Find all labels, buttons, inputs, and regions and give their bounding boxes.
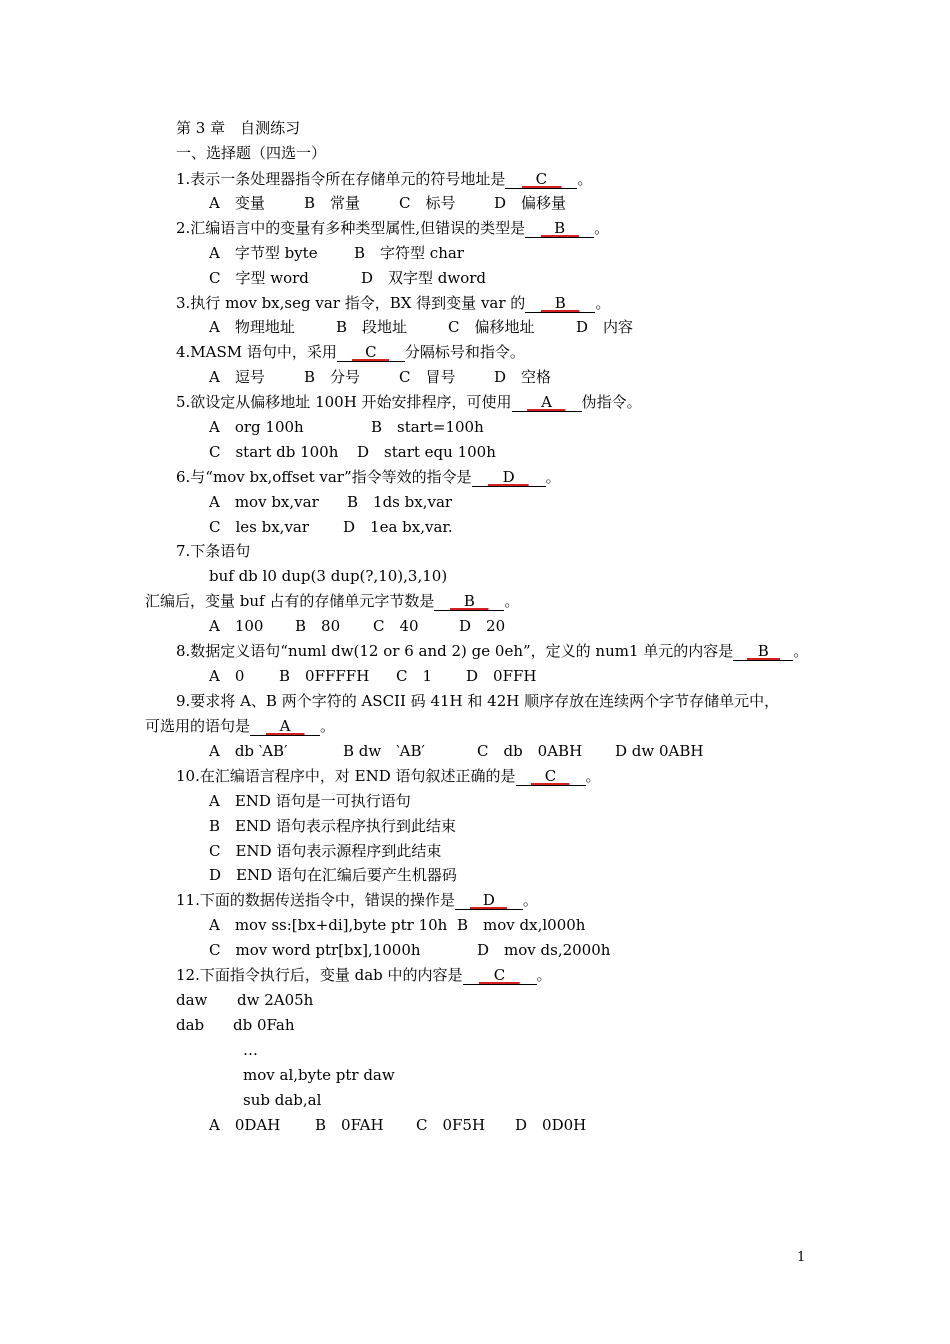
section-heading: 一、选择题（四选一） — [176, 144, 327, 162]
answer-blank: A — [250, 717, 320, 736]
option-c: C 偏移地址 — [448, 318, 535, 336]
question-7 — [176, 541, 250, 561]
answer-blank: B — [525, 294, 595, 313]
options-row — [209, 915, 585, 935]
option-c: C mov word ptr[bx],1000h — [209, 941, 421, 959]
code-line: mov al,byte ptr daw — [243, 1066, 395, 1084]
question-10 — [176, 766, 601, 786]
option-a: A 字节型 byte — [209, 244, 318, 262]
code-line — [176, 990, 313, 1010]
options-row — [209, 268, 486, 288]
question-stem: 11.下面的数据传送指令中，错误的操作是 — [176, 891, 455, 909]
answer-blank: A — [512, 393, 582, 412]
answer-blank: B — [525, 219, 594, 238]
option-d: D 空格 — [494, 368, 552, 386]
code-instruction: db 0Fah — [233, 1016, 295, 1034]
option-d: D 0FFH — [466, 667, 537, 685]
question-stem: 8.数据定义语句“numl dw(12 or 6 and 2) ge 0eh”，定义的 num1 单元的内容是 — [176, 642, 734, 660]
page-number: 1 — [797, 1250, 806, 1265]
options-row — [209, 517, 453, 537]
option-b: B 0FFFFH — [279, 667, 370, 685]
question-end: 伪指令。 — [581, 393, 642, 411]
option-b: B 0FAH — [315, 1116, 384, 1134]
option-c: C 1 — [396, 667, 433, 685]
question-stem: 1.表示一条处理器指令所在存储单元的符号地址是 — [176, 170, 506, 188]
option-d: D 0D0H — [515, 1116, 587, 1134]
question-end: 分隔标号和指令。 — [404, 343, 525, 361]
options-row — [209, 492, 452, 512]
option-a: A mov ss:[bx+di],byte ptr 10h — [209, 916, 448, 934]
option-b: B dw ‵AB′ — [343, 742, 425, 760]
answer-blank: C — [337, 343, 405, 362]
question-9-continued — [145, 716, 335, 736]
question-12 — [176, 965, 552, 985]
question-end: 。 — [594, 219, 610, 237]
option-c: C 标号 — [399, 194, 456, 212]
option-c: C 字型 word — [209, 269, 309, 287]
option-d: D 1ea bx,var. — [343, 518, 453, 536]
question-stem: 3.执行 mov bx,seg var 指令，BX 得到变量 var 的 — [176, 294, 526, 312]
question-end: 。 — [504, 592, 520, 610]
code-label: daw — [176, 991, 208, 1009]
option-d: D dw 0ABH — [615, 742, 704, 760]
question-1 — [176, 169, 592, 189]
options-row — [209, 442, 496, 462]
question-end: 。 — [522, 891, 538, 909]
option-d: D END 语句在汇编后要产生机器码 — [209, 866, 457, 884]
question-2 — [176, 218, 609, 238]
option-b: B 1ds bx,var — [347, 493, 453, 511]
option-d: D mov ds,2000h — [477, 941, 611, 959]
option-a: A mov bx,var — [209, 493, 319, 511]
question-stem: 10.在汇编语言程序中，对 END 语句叙述正确的是 — [176, 767, 516, 785]
question-end: 。 — [545, 468, 561, 486]
question-stem: 4.MASM 语句中，采用 — [176, 343, 337, 361]
options-row — [209, 317, 633, 337]
option-c: C les bx,var — [209, 518, 310, 536]
options-row — [209, 243, 464, 263]
option-a: A 0DAH — [209, 1116, 281, 1134]
answer-blank: B — [434, 592, 504, 611]
chapter-title: 第 3 章 自测练习 — [176, 119, 301, 137]
option-c: C 40 — [373, 617, 419, 635]
options-row — [209, 417, 484, 437]
option-b: B mov dx,l000h — [457, 916, 586, 934]
option-b: B start=100h — [371, 418, 484, 436]
question-stem: 汇编后，变量 buf 占有的存储单元字节数是 — [145, 592, 435, 610]
code-line: buf db l0 dup(3 dup(?,10),3,10) — [209, 567, 448, 585]
question-end: 。 — [536, 966, 552, 984]
question-stem: 6.与“mov bx,offset var”指令等效的指令是 — [176, 468, 472, 486]
options-row — [209, 1115, 586, 1135]
question-stem: 可选用的语句是 — [145, 717, 251, 735]
code-line — [176, 1015, 295, 1035]
option-b: B END 语句表示程序执行到此结束 — [209, 817, 456, 835]
code-instruction: dw 2A05h — [237, 991, 314, 1009]
options-row — [209, 193, 566, 213]
question-end: 。 — [595, 294, 611, 312]
options-row — [209, 616, 505, 636]
code-ellipsis: … — [243, 1041, 258, 1059]
question-3 — [176, 293, 610, 313]
answer-blank: C — [505, 170, 577, 189]
option-a: A 物理地址 — [209, 318, 295, 336]
code-line: sub dab,al — [243, 1091, 322, 1109]
option-d: D 偏移量 — [494, 194, 567, 212]
answer-blank: B — [733, 642, 793, 661]
question-8 — [176, 641, 808, 661]
option-a: A 变量 — [209, 194, 265, 212]
option-d: D 20 — [459, 617, 506, 635]
option-d: D 双字型 dword — [361, 269, 487, 287]
option-a: A 逗号 — [209, 368, 265, 386]
question-stem: 7.下条语句 — [176, 542, 251, 560]
option-c: C start db 100h — [209, 443, 339, 461]
options-row — [209, 367, 551, 387]
option-c: C 冒号 — [399, 368, 456, 386]
option-b: B 80 — [295, 617, 341, 635]
option-b: B 字符型 char — [354, 244, 464, 262]
option-a: A 0 — [209, 667, 245, 685]
question-end: 。 — [320, 717, 336, 735]
answer-blank: C — [463, 966, 537, 985]
option-a: A 100 — [209, 617, 264, 635]
option-c: C 0F5H — [416, 1116, 486, 1134]
question-end: 。 — [585, 767, 601, 785]
question-11 — [176, 890, 538, 910]
option-b: B 分号 — [304, 368, 361, 386]
option-c: C END 语句表示源程序到此结束 — [209, 842, 442, 860]
option-b: B 段地址 — [336, 318, 408, 336]
question-end: 。 — [577, 170, 593, 188]
option-a: A org 100h — [209, 418, 304, 436]
option-a: A db ‵AB′ — [209, 742, 288, 760]
question-4 — [176, 342, 525, 362]
options-row — [209, 666, 536, 686]
question-5 — [176, 392, 642, 412]
answer-blank: C — [516, 767, 586, 786]
option-a: A END 语句是一可执行语句 — [209, 792, 411, 810]
options-row — [209, 940, 610, 960]
answer-blank: D — [472, 468, 546, 487]
question-6 — [176, 467, 561, 487]
question-7-continued — [145, 591, 519, 611]
code-label: dab — [176, 1016, 205, 1034]
option-d: D 内容 — [576, 318, 634, 336]
answer-blank: D — [455, 891, 523, 910]
question-stem: 12.下面指令执行后，变量 dab 中的内容是 — [176, 966, 463, 984]
question-stem: 2.汇编语言中的变量有多种类型属性,但错误的类型是 — [176, 219, 526, 237]
question-9 — [176, 691, 779, 711]
option-b: B 常量 — [304, 194, 361, 212]
option-c: C db 0ABH — [477, 742, 583, 760]
option-d: D start equ 100h — [357, 443, 496, 461]
question-stem: 5.欲设定从偏移地址 100H 开始安排程序，可使用 — [176, 393, 512, 411]
options-row — [209, 741, 703, 761]
question-stem: 9.要求将 A、B 两个字符的 ASCII 码 41H 和 42H 顺序存放在连续两个字节存储单元中， — [176, 692, 780, 710]
question-end: 。 — [793, 642, 809, 660]
